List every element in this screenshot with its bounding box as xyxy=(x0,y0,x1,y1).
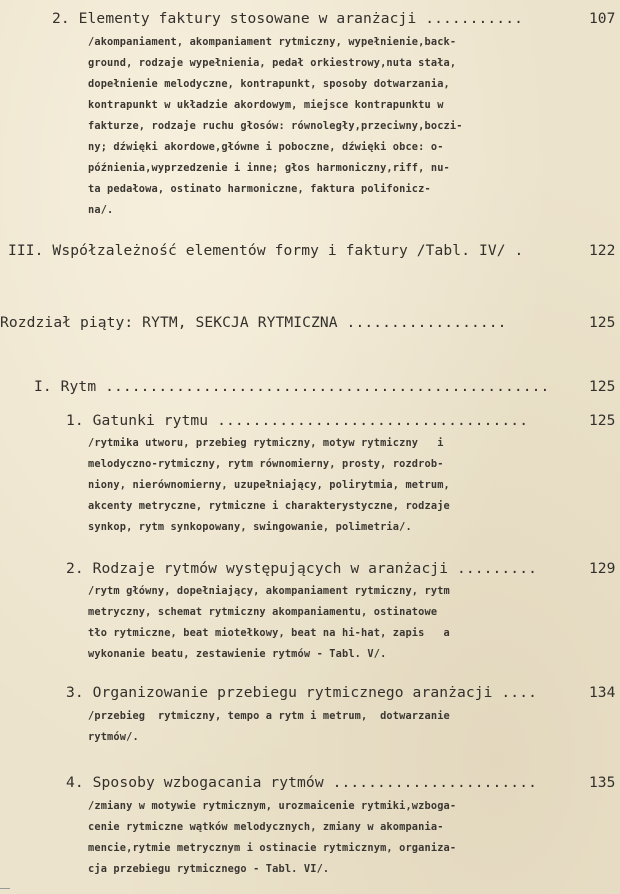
description-line: ground, rodzaje wypełnienia, pedał orkiestrowy,nuta stała, xyxy=(88,57,457,69)
toc-entry-organizowanie[interactable]: 3. Organizowanie przebiegu rytmicznego aranżacji .... xyxy=(66,684,537,701)
description-line: akcenty metryczne, rytmiczne i charakterystyczne, rodzaje xyxy=(88,500,450,512)
description-line: /akompaniament, akompaniament rytmiczny, wypełnienie,back- xyxy=(88,36,457,48)
page-number: 107 xyxy=(589,10,616,27)
page-number: 125 xyxy=(589,314,616,331)
description-line: cenie rytmiczne wątków melodycznych, zmiany w akompania- xyxy=(88,821,444,833)
page-number: 122 xyxy=(589,242,616,259)
page-number: 135 xyxy=(589,774,616,791)
description-line: cja przebiegu rytmicznego - Tabl. VI/. xyxy=(88,863,330,875)
toc-entry-elementy-faktury[interactable]: 2. Elementy faktury stosowane w aranżacji ........... xyxy=(52,10,523,27)
description-line: niony, nierównomierny, uzupełniający, polirytmia, metrum, xyxy=(88,479,450,491)
description-line: dopełnienie melodyczne, kontrapunkt, sposoby dotwarzania, xyxy=(88,78,450,90)
description-line: wykonanie beatu, zestawienie rytmów - Tabl. V/. xyxy=(88,648,387,660)
description-line: tło rytmiczne, beat miotełkowy, beat na hi-hat, zapis a xyxy=(88,627,450,639)
description-line: /rytm główny, dopełniający, akompaniament rytmiczny, rytm xyxy=(88,585,450,597)
toc-chapter-rytm[interactable]: Rozdział piąty: RYTM, SEKCJA RYTMICZNA .................. xyxy=(0,314,507,331)
description-line: ny; dźwięki akordowe,główne i poboczne, dźwięki obce: o- xyxy=(88,141,444,153)
description-line: metryczny, schemat rytmiczny akompaniamentu, ostinatowe xyxy=(88,606,438,618)
page-number: 125 xyxy=(589,412,616,429)
description-line: melodyczno-rytmiczny, rytm równomierny, prosty, rozdrob- xyxy=(88,458,444,470)
edge-mark xyxy=(0,888,10,889)
description-line: ta pedałowa, ostinato harmoniczne, faktura polifonicz- xyxy=(88,183,431,195)
page-number: 125 xyxy=(589,378,616,395)
description-line: /rytmika utworu, przebieg rytmiczny, motyw rytmiczny i xyxy=(88,437,444,449)
toc-entry-rodzaje-rytmow[interactable]: 2. Rodzaje rytmów występujących w aranżacji ......... xyxy=(66,560,537,577)
description-line: mencie,rytmie metrycznym i ostinacie rytmicznym, organiza- xyxy=(88,842,457,854)
toc-entry-wspolzaleznosc[interactable]: III. Współzależność elementów formy i faktury /Tabl. IV/ . xyxy=(8,242,524,259)
description-line: /zmiany w motywie rytmicznym, urozmaicenie rytmiki,wzboga- xyxy=(88,800,457,812)
toc-entry-gatunki-rytmu[interactable]: 1. Gatunki rytmu ................................... xyxy=(66,412,529,429)
description-line: późnienia,wyprzedzenie i inne; głos harmoniczny,riff, nu- xyxy=(88,162,450,174)
description-line: /przebieg rytmiczny, tempo a rytm i metrum, dotwarzanie xyxy=(88,710,450,722)
description-line: rytmów/. xyxy=(88,731,139,743)
toc-entry-sposoby-wzbogacania[interactable]: 4. Sposoby wzbogacania rytmów ....................... xyxy=(66,774,537,791)
description-line: fakturze, rodzaje ruchu głosów: równoległy,przeciwny,boczi- xyxy=(88,120,463,132)
toc-entry-rytm[interactable]: I. Rytm .................................................. xyxy=(34,378,550,395)
description-line: na/. xyxy=(88,204,114,216)
description-line: kontrapunkt w układzie akordowym, miejsce kontrapunktu w xyxy=(88,99,444,111)
page-number: 129 xyxy=(589,560,616,577)
page-number: 134 xyxy=(589,684,616,701)
description-line: synkop, rytm synkopowany, swingowanie, polimetria/. xyxy=(88,521,412,533)
